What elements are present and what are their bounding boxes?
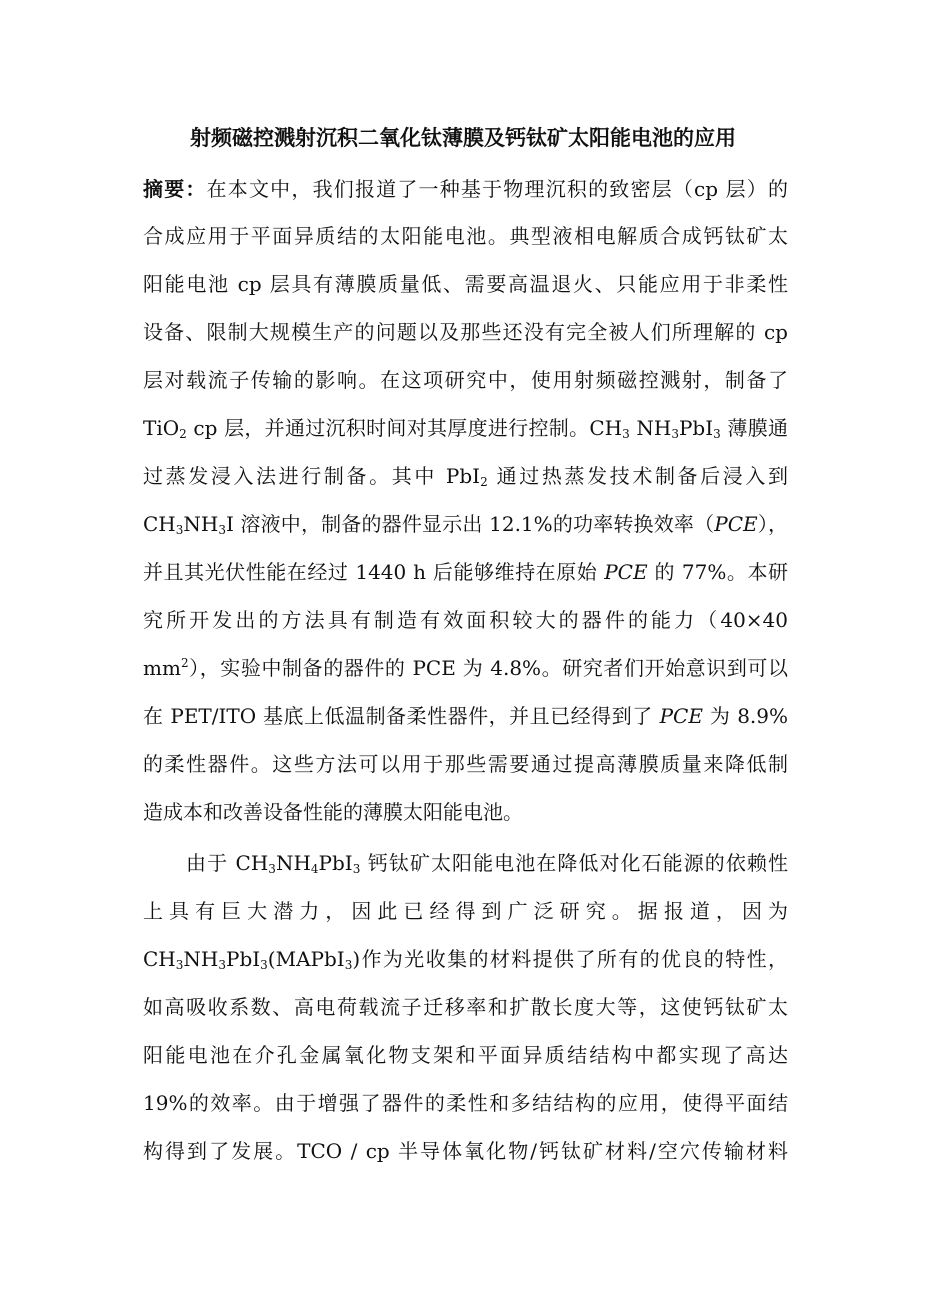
body-line-4: 如高吸收系数、高电荷载流子迁移率和扩散长度大等，这使钙钛矿太 — [143, 995, 788, 1019]
abstract-line-10: 究所开发出的方法具有制造有效面积较大的器件的能力（40×40 — [143, 608, 788, 632]
abstract-line-5: 层对载流子传输的影响。在这项研究中，使用射频磁控溅射，制备了 — [143, 368, 788, 392]
abstract-line-8: $CH_3NH_3I$ 溶液中，制备的器件显示出 12.1%的功率转换效率（PCE）， — [143, 512, 789, 537]
abstract-line-13: 的柔性器件。这些方法可以用于那些需要通过提高薄膜质量来降低制 — [143, 752, 788, 776]
body-line-3: $CH_3NH_3PbI_3(MAPbI_3)$作为光收集的材料提供了所有的优良的特性， — [143, 947, 788, 972]
body-line-5: 阳能电池在介孔金属氧化物支架和平面异质结结构中都实现了高达 — [143, 1043, 788, 1067]
abstract-line-12: 在 PET/ITO 基底上低温制备柔性器件，并且已经得到了 PCE 为 8.9% — [143, 704, 789, 728]
body-line-7: 构得到了发展。TCO / cp 半导体氧化物/钙钛矿材料/空穴传输材料 — [143, 1139, 788, 1163]
abstract-line-4: 设备、限制大规模生产的问题以及那些还没有完全被人们所理解的 cp — [143, 320, 788, 344]
abstract-line-3: 阳能电池 cp 层具有薄膜质量低、需要高温退火、只能应用于非柔性 — [143, 272, 788, 296]
abstract-line-7: 过蒸发浸入法进行制备。其中 PbI$_2$ 通过热蒸发技术制备后浸入到 — [143, 464, 788, 489]
document-title: 射频磁控溅射沉积二氧化钛薄膜及钙钛矿太阳能电池的应用 — [190, 125, 736, 150]
abstract-line-1: 摘要：在本文中，我们报道了一种基于物理沉积的致密层（cp 层）的 — [143, 177, 788, 201]
abstract-line-9: 并且其光伏性能在经过 1440 h 后能够维持在原始 PCE 的 77%。本研 — [143, 560, 788, 584]
abstract-label: 摘要： — [143, 177, 207, 201]
body-line-6: 19%的效率。由于增强了器件的柔性和多结结构的应用，使得平面结 — [143, 1091, 788, 1115]
body-line-2: 上具有巨大潜力，因此已经得到广泛研究。据报道，因为 — [143, 899, 788, 923]
body-line-1: 由于 $CH_3NH_4PbI_3$ 钙钛矿太阳能电池在降低对化石能源的依赖性 — [186, 851, 788, 876]
abstract-line-6: TiO$_2$ cp 层，并通过沉积时间对其厚度进行控制。$CH_3$ $NH_3PbI_3$ 薄膜通 — [143, 416, 788, 441]
abstract-line-2: 合成应用于平面异质结的太阳能电池。典型液相电解质合成钙钛矿太 — [143, 224, 788, 248]
abstract-line-11: $mm^2$），实验中制备的器件的 PCE 为 4.8%。研究者们开始意识到可以 — [143, 656, 788, 680]
abstract-line-14: 造成本和改善设备性能的薄膜太阳能电池。 — [143, 800, 523, 824]
